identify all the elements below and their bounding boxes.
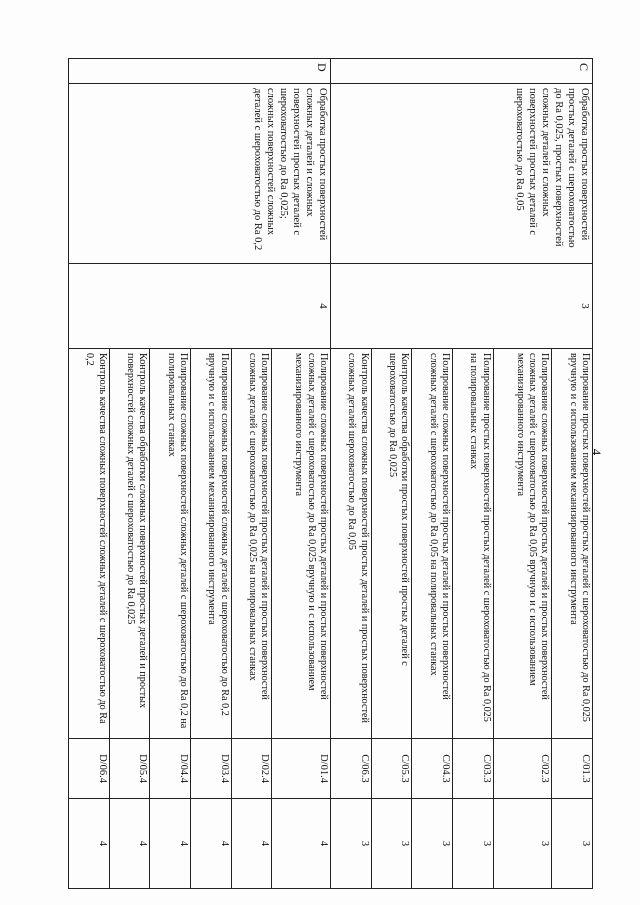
labor-function-level: 4	[109, 799, 150, 889]
labor-function-level: 3	[493, 799, 552, 889]
group-code-cell: C	[331, 59, 593, 84]
labor-function-level: 4	[190, 799, 231, 889]
table-row	[272, 59, 331, 889]
labor-function-name: Контроль качества сложных поверхностей простых деталей и простых поверхностей сложных деталей шероховатостью до Ra 0,05	[331, 349, 372, 739]
functions-table	[68, 58, 593, 889]
labor-function-name: Полирование сложных поверхностей сложных деталей с шероховатостью до Ra 0,2 на полировальных станках	[150, 349, 191, 739]
labor-function-name: Контроль качества обработки простых поверхностей простых деталей с шероховатостью до Ra 0,025	[371, 349, 412, 739]
labor-function-level: 3	[412, 799, 453, 889]
labor-function-code: C/05.3	[371, 739, 412, 799]
labor-function-name: Полирование сложных поверхностей простых деталей и простых поверхностей сложных деталей с шероховатостью до Ra 0,05 вручную и с использованием механизированного инструмента	[493, 349, 552, 739]
labor-function-name: Полирование сложных поверхностей простых деталей и простых поверхностей сложных деталей с шероховатостью до Ra 0,025 на полировальных станках	[231, 349, 272, 739]
labor-function-code: C/01.3	[552, 739, 593, 799]
rotated-table-wrapper	[68, 58, 593, 888]
labor-function-level: 4	[150, 799, 191, 889]
page-number: 4	[589, 448, 604, 456]
group-code-cell: D	[69, 59, 331, 84]
labor-function-code: D/01.4	[272, 739, 331, 799]
labor-function-level: 3	[371, 799, 412, 889]
labor-function-code: D/04.4	[150, 739, 191, 799]
qualification-level: 3	[331, 264, 593, 349]
table-row	[552, 59, 593, 889]
labor-function-name: Полирование сложных поверхностей простых деталей и простых поверхностей сложных деталей с шероховатостью до Ra 0,025 вручную и с использованием механизированного инструмента	[272, 349, 331, 739]
labor-function-name: Полирование сложных поверхностей простых деталей и простых поверхностей сложных деталей с шероховатостью до Ra 0,05 на полировальных станках	[412, 349, 453, 739]
generalized-function-name: Обработка простых поверхностей сложных деталей и сложных поверхностей простых деталей с шероховатостью до Ra 0,025; сложных поверхностей сложных деталей с шероховатостью до Ra 0,2	[69, 84, 331, 264]
labor-function-level: 4	[231, 799, 272, 889]
labor-function-code: C/03.3	[452, 739, 493, 799]
labor-function-name: Полирование простых поверхностей простых деталей с шероховатостью до Ra 0,025 на полировальных станках	[452, 349, 493, 739]
qualification-level: 4	[69, 264, 331, 349]
labor-function-code: D/02.4	[231, 739, 272, 799]
labor-function-code: D/06.4	[69, 739, 110, 799]
labor-function-level: 3	[331, 799, 372, 889]
labor-function-code: C/04.3	[412, 739, 453, 799]
labor-function-level: 4	[69, 799, 110, 889]
labor-function-code: C/06.3	[331, 739, 372, 799]
labor-function-code: D/03.4	[190, 739, 231, 799]
labor-function-code: C/02.3	[493, 739, 552, 799]
labor-function-level: 3	[452, 799, 493, 889]
labor-function-name: Контроль качества обработки сложных поверхностей простых деталей и простых поверхностей сложных деталей с шероховатостью до Ra 0,025	[109, 349, 150, 739]
labor-function-level: 4	[272, 799, 331, 889]
labor-function-level: 3	[552, 799, 593, 889]
labor-function-code: D/05.4	[109, 739, 150, 799]
labor-function-name: Полирование простых поверхностей простых деталей с шероховатостью до Ra 0,025 вручную и с использованием механизированного инструмента	[552, 349, 593, 739]
labor-function-name: Полирование сложных поверхностей сложных деталей с шероховатостью до Ra 0,2 вручную и с использованием механизированного инструмента	[190, 349, 231, 739]
labor-function-name: Контроль качества сложных поверхностей сложных деталей с шероховатостью до Ra 0,2	[69, 349, 110, 739]
table-stage	[68, 58, 593, 888]
generalized-function-name: Обработка простых поверхностей простых деталей с шероховатостью до Ra 0,025, простых поверхностей сложных деталей и сложных поверхностей простых деталей с шероховатостью до Ra 0,05	[331, 84, 593, 264]
